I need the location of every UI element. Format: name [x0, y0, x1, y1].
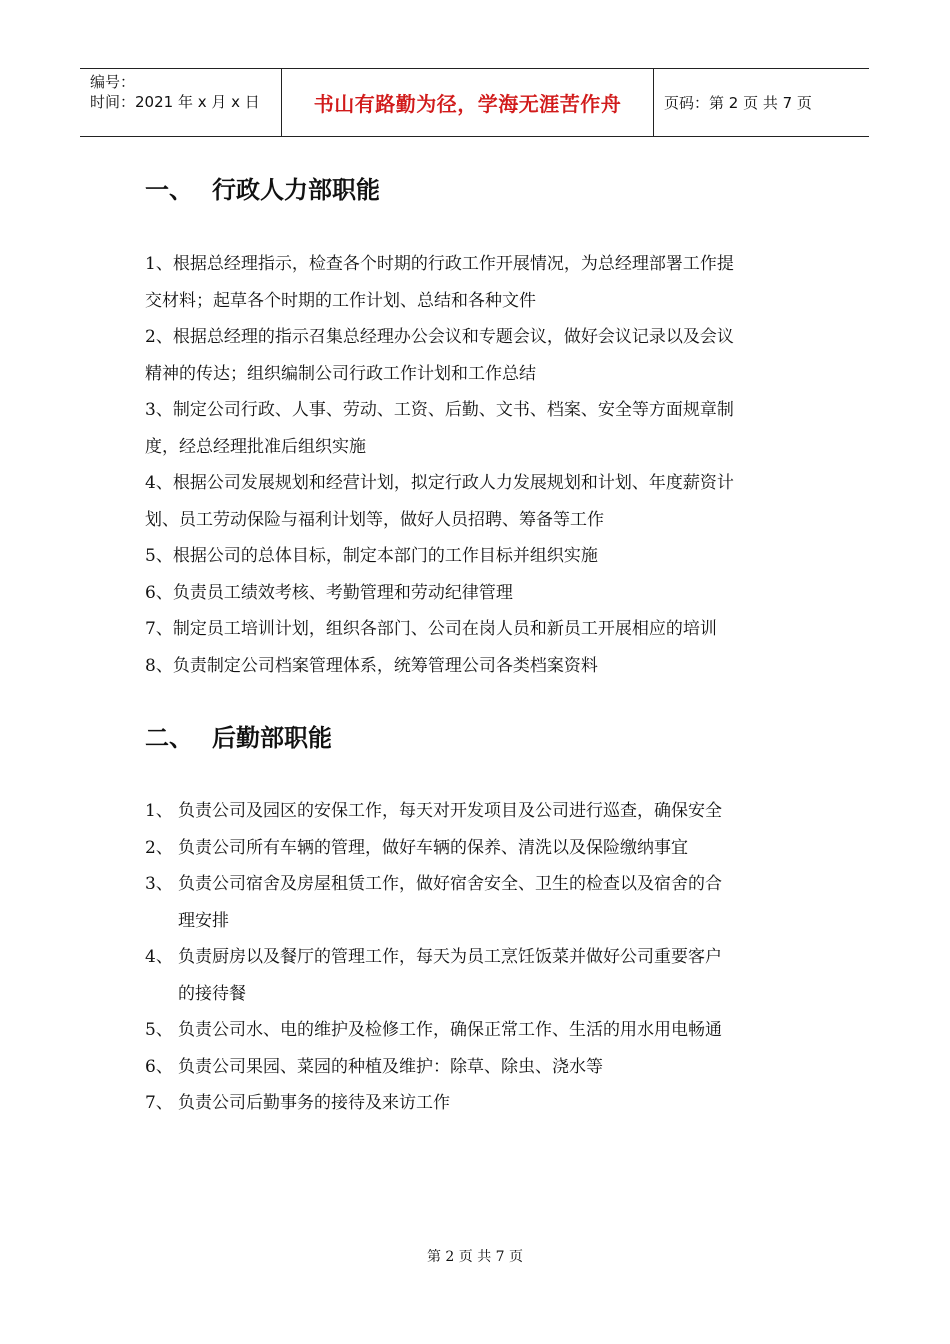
list-item-number: 2、	[145, 837, 173, 858]
section-title-admin-hr	[145, 170, 380, 205]
list-item	[145, 866, 817, 903]
section1-line: 2、根据总经理的指示召集总经理办公会议和专题会议，做好会议记录以及会议	[145, 327, 734, 347]
section1-line: 8、负责制定公司档案管理体系，统筹管理公司各类档案资料	[145, 655, 598, 676]
list-item	[145, 1049, 817, 1086]
header-meta	[80, 69, 282, 136]
list-item-number: 4、	[145, 947, 173, 967]
list-item	[145, 793, 817, 830]
header-motto: 书山有路勤为径，学海无涯苦作舟	[282, 69, 654, 136]
section1-line: 划、员工劳动保险与福利计划等，做好人员招聘、筹备等工作	[145, 509, 604, 530]
list-item-number: 3、	[145, 874, 173, 894]
section1-line: 7、制定员工培训计划，组织各部门、公司在岗人员和新员工开展相应的培训	[145, 619, 717, 639]
list-item-text: 负责公司所有车辆的管理，做好车辆的保养、清洗以及保险缴纳事宜	[178, 837, 688, 858]
section1-line: 3、制定公司行政、人事、劳动、工资、后勤、文书、档案、安全等方面规章制	[145, 400, 734, 420]
section1-body	[145, 246, 817, 684]
list-item-text: 负责公司果园、菜园的种植及维护：除草、除虫、浇水等	[178, 1056, 603, 1077]
list-item	[145, 830, 817, 867]
list-item-text: 负责公司后勤事务的接待及来访工作	[178, 1093, 450, 1113]
section-number: 一、	[145, 176, 193, 204]
header-page-info: 页码：第 2 页 共 7 页	[664, 94, 812, 112]
section1-line: 4、根据公司发展规划和经营计划，拟定行政人力发展规划和计划、年度薪资计	[145, 473, 734, 493]
section1-line: 交材料；起草各个时期的工作计划、总结和各种文件	[145, 290, 536, 311]
section-number: 二、	[145, 724, 193, 752]
list-item-text: 负责公司宿舍及房屋租赁工作，做好宿舍安全、卫生的检查以及宿舍的合	[178, 874, 722, 894]
document-time: 时间：2021 年 x 月 x 日	[90, 93, 260, 111]
list-item-number: 7、	[145, 1093, 173, 1113]
list-item	[145, 1085, 817, 1122]
list-item-number: 6、	[145, 1056, 173, 1077]
list-item-text: 负责公司水、电的维护及检修工作，确保正常工作、生活的用水用电畅通	[178, 1020, 722, 1040]
section-title-logistics	[145, 718, 332, 753]
section1-line: 1、根据总经理指示，检查各个时期的行政工作开展情况，为总经理部署工作提	[145, 254, 734, 274]
section2-body	[145, 793, 817, 1122]
section1-line: 6、负责员工绩效考核、考勤管理和劳动纪律管理	[145, 582, 513, 603]
page-footer: 第 2 页 共 7 页	[426, 1249, 524, 1265]
list-item-number: 5、	[145, 1020, 173, 1040]
list-item-text: 负责公司及园区的安保工作，每天对开发项目及公司进行巡查，确保安全	[178, 801, 722, 821]
list-item-number: 1、	[145, 801, 173, 821]
section-title-text: 后勤部职能	[212, 724, 332, 752]
list-item-continuation: 理安排	[178, 910, 229, 931]
header-table	[80, 68, 869, 137]
section1-line: 度，经总经理批准后组织实施	[145, 436, 366, 457]
list-item-text: 负责厨房以及餐厅的管理工作，每天为员工烹饪饭菜并做好公司重要客户	[178, 947, 722, 967]
section-title-text: 行政人力部职能	[212, 176, 380, 204]
list-item	[145, 1012, 817, 1049]
document-number-label: 编号：	[90, 73, 136, 91]
list-item	[145, 939, 817, 976]
list-item-continuation: 的接待餐	[178, 983, 246, 1004]
section1-line: 5、根据公司的总体目标，制定本部门的工作目标并组织实施	[145, 546, 598, 566]
section1-line: 精神的传达；组织编制公司行政工作计划和工作总结	[145, 363, 536, 384]
